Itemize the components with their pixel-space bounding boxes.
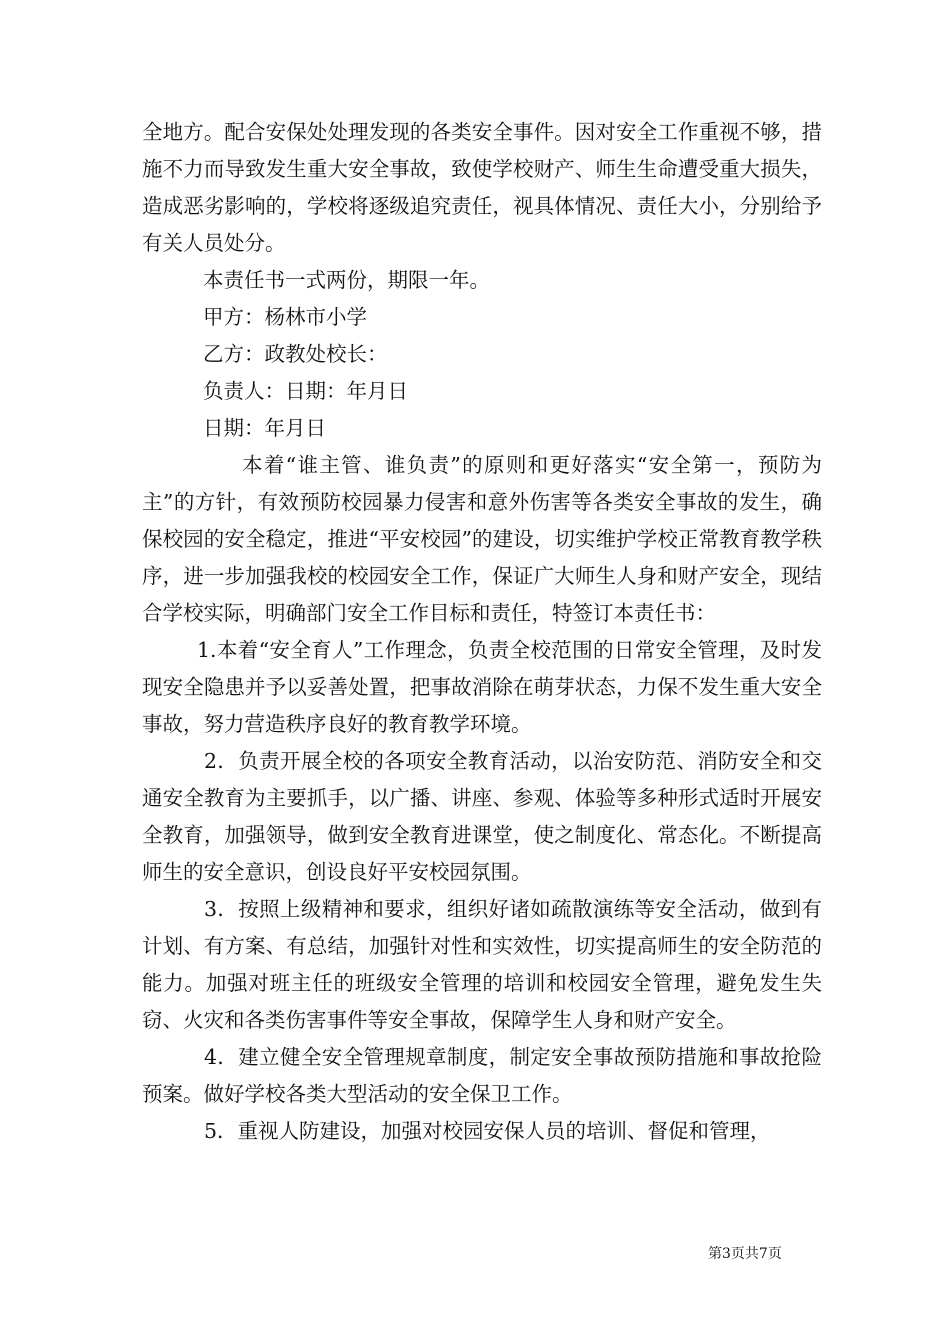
list-item-1: 1.本着“安全育人”工作理念，负责全校范围的日常安全管理，及时发现安全隐患并予以妥善处置，把事故消除在萌芽状态，力保不发生重大安全事故，努力营造秩序良好的教育教学环境。 bbox=[142, 638, 822, 736]
page-number-footer: 第3页共7页 bbox=[708, 1246, 782, 1262]
responsible-person-line: 负责人：日期：年月日 bbox=[203, 379, 408, 403]
party-b-line: 乙方：政教处校长： bbox=[203, 342, 388, 366]
list-item-5: 5．重视人防建设，加强对校园安保人员的培训、督促和管理， bbox=[204, 1119, 771, 1143]
party-a-line: 甲方：杨林市小学 bbox=[203, 305, 367, 329]
paragraph-continuation: 全地方。配合安保处处理发现的各类安全事件。因对安全工作重视不够，措施不力而导致发生重大安全事故，致使学校财产、师生生命遭受重大损失，造成恶劣影响的，学校将逐级追究责任，视具体情况、责任大小，分别给予有关人员处分。 bbox=[142, 120, 822, 255]
list-item-4: 4．建立健全安全管理规章制度，制定安全事故预防措施和事故抢险预案。做好学校各类大型活动的安全保卫工作。 bbox=[142, 1045, 822, 1106]
paragraph-copies-term: 本责任书一式两份，期限一年。 bbox=[203, 268, 490, 292]
list-item-2: 2．负责开展全校的各项安全教育活动，以治安防范、消防安全和交通安全教育为主要抓手，以广播、讲座、参观、体验等多种形式适时开展安全教育，加强领导，做到安全教育进课堂，使之制度化、常态化。不断提高师生的安全意识，创设良好平安校园氛围。 bbox=[142, 749, 822, 884]
date-line: 日期：年月日 bbox=[203, 416, 326, 440]
document-body bbox=[142, 114, 822, 1150]
paragraph-preamble: 本着“谁主管、谁负责”的原则和更好落实“安全第一，预防为主”的方针，有效预防校园暴力侵害和意外伤害等各类安全事故的发生，确保校园的安全稳定，推进“平安校园”的建设，切实维护学校正常教育教学秩序，进一步加强我校的校园安全工作，保证广大师生人身和财产安全，现结合学校实际，明确部门安全工作目标和责任，特签订本责任书： bbox=[142, 453, 822, 625]
list-item-3: 3．按照上级精神和要求，组织好诸如疏散演练等安全活动，做到有计划、有方案、有总结，加强针对性和实效性，切实提高师生的安全防范的能力。加强对班主任的班级安全管理的培训和校园安全管理，避免发生失窃、火灾和各类伤害事件等安全事故，保障学生人身和财产安全。 bbox=[142, 897, 822, 1032]
